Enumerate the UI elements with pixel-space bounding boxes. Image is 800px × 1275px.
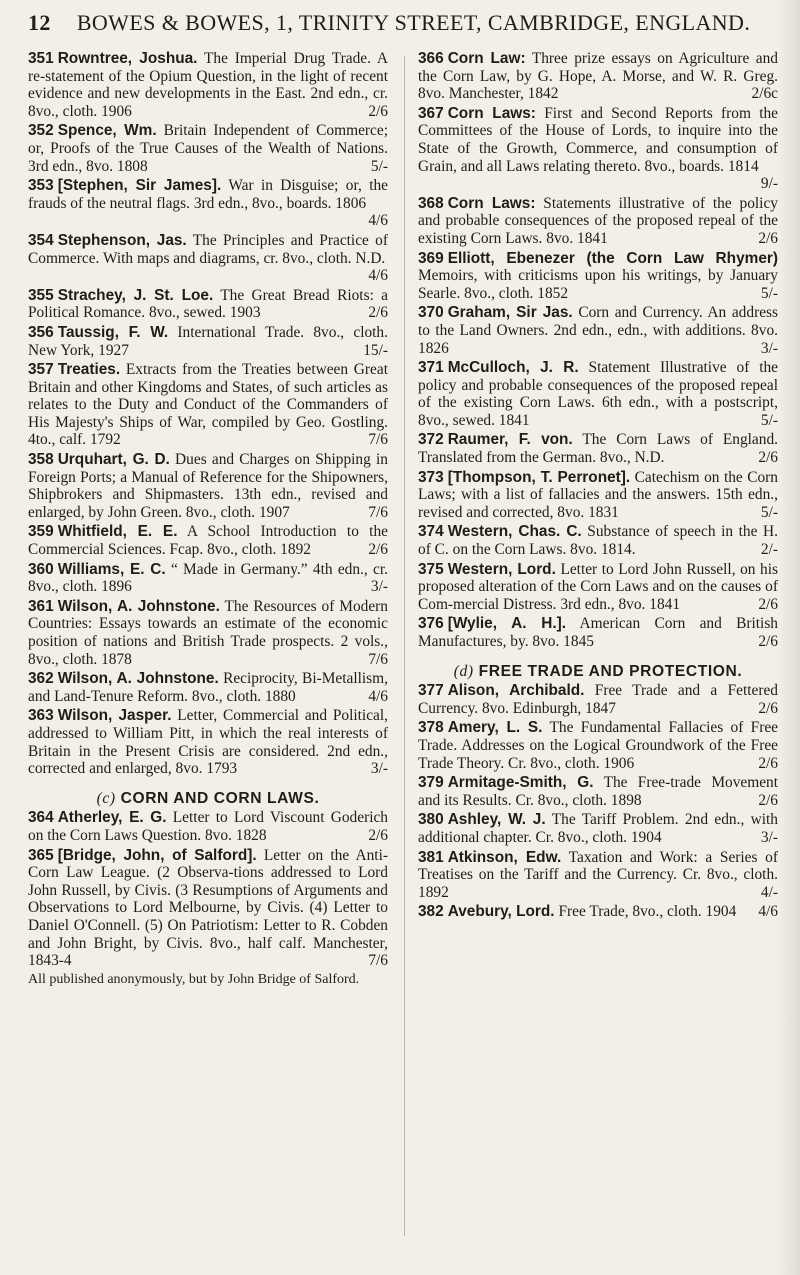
catalogue-entry [418, 50, 778, 103]
entry-author: [Bridge, John, of Salford]. [57, 846, 257, 864]
entry-author: Wilson, A. Johnstone. [57, 670, 219, 688]
left-entries-a [28, 50, 388, 778]
entry-number: 380 [418, 811, 444, 829]
entry-description: First and Second Reports from the Committees of the House of Lords, to inquire into the State of the Growth, Commerce, and consumption of Grain, and all Laws relating thereto. 8vo., boards. 1814 [418, 104, 779, 175]
entry-author: Whitfield, E. E. [57, 523, 178, 541]
entry-description: Letter to Lord John Russell, on his proposed alteration of the Corn Laws and on the causes of Com-mercial Distress. 3rd edn., 8vo. 1841 [418, 560, 779, 613]
entry-price: 2/6 [368, 102, 388, 120]
entry-description: Free Trade and a Fettered Currency. 8vo. Edinburgh, 1847 [418, 682, 778, 717]
section-heading-corn-laws [28, 790, 388, 808]
entry-price: 2/6 [368, 304, 388, 322]
entry-number: 378 [418, 719, 444, 737]
entry-description: The Imperial Drug Trade. A re-statement of the Opium Question, in the light of recent evidence and new developments in the East. 2nd edn., cr. 8vo., cloth. 1906 [28, 50, 388, 120]
catalogue-entry [418, 615, 778, 650]
entry-number: 355 [28, 286, 54, 304]
entry-author: Alison, Archibald. [447, 682, 585, 700]
catalogue-entry [418, 105, 778, 193]
entry-description: A School Introduction to the Commercial Sciences. Fcap. 8vo., cloth. 1892 [28, 523, 388, 559]
entry-author: Corn Laws: [447, 194, 536, 212]
entry-price: 3/- [760, 828, 778, 846]
entry-number: 354 [28, 231, 54, 249]
entry-author: Raumer, F. von. [447, 431, 573, 449]
section-letter: (c) [96, 789, 116, 807]
entry-price: 3/- [370, 578, 388, 596]
entry-author: Taussig, F. W. [57, 323, 169, 341]
entry-number: 363 [28, 707, 54, 725]
entry-number: 351 [28, 50, 54, 67]
entry-price: 2/6 [758, 449, 778, 467]
catalogue-entry [418, 561, 778, 614]
catalogue-entry [418, 250, 778, 303]
entry-number: 366 [418, 50, 444, 67]
entry-price: 2/- [760, 541, 778, 559]
column-divider [404, 56, 405, 1236]
catalogue-entry [28, 707, 388, 777]
catalogue-entry [28, 361, 388, 449]
section-heading-free-trade [418, 663, 778, 681]
entry-number: 382 [418, 903, 444, 921]
entry-price: 4/6 [758, 903, 778, 921]
entry-description: Statement Illustrative of the policy and probable consequences of the proposed repeal of the existing Corn Laws. 6th edn., with a postscript, 8vo., sewed. 1841 [418, 359, 778, 429]
entry-price: 7/6 [368, 952, 388, 970]
entry-author: Wilson, Jasper. [57, 707, 172, 725]
catalogue-entry [28, 598, 388, 668]
entry-description: Free Trade, 8vo., cloth. 1904 [558, 903, 737, 921]
catalogue-entry [418, 811, 778, 846]
catalogue-entry [28, 324, 388, 359]
entry-price: 7/6 [368, 650, 388, 668]
catalogue-entry [418, 849, 778, 902]
page-number: 12 [28, 10, 51, 35]
entry-author: Rowntree, Joshua. [57, 50, 198, 67]
entry-number: 370 [418, 304, 444, 322]
entry-number: 362 [28, 670, 54, 688]
section-title: CORN AND CORN LAWS. [120, 789, 320, 807]
entry-description: Britain Independent of Commerce; or, Proofs of the True Causes of the Wealth of Nations. 3rd edn., 8vo. 1808 [28, 122, 388, 175]
entry-description: The Fundamental Fallacies of Free Trade. Addresses on the Logical Groundwork of the Free Trade Theory. Cr. 8vo., cloth. 1906 [418, 719, 779, 772]
left-entries-b [28, 809, 388, 969]
entry-description: Letter on the Anti-Corn Law League. (2 Observa-tions addressed to Lord John Russell, by Civis. (3 Resumptions of Arguments and Observations to Lord Melbourne, by Civis. (4) Letter to Daniel O'Connell. (5) On Patriotism: Letter to R. Cobden and John Bright, by Civis. 8vo., half calf. Manchester, 1843-4 [28, 846, 388, 970]
entry-price: 3/- [370, 760, 388, 778]
entry-number: 352 [28, 122, 54, 140]
entry-price: 3/- [760, 339, 778, 357]
catalogue-entry [418, 903, 778, 921]
entry-description: Corn and Currency. An address to the Land Owners. 2nd edn., edn., with additions. 8vo. 1826 [418, 304, 779, 357]
entry-description: Substance of speech in the H. of C. on the Corn Laws. 8vo. 1814. [418, 523, 778, 559]
entry-description: Memoirs, with criticisms upon his writings, by January Searle. 8vo., cloth. 1852 [418, 267, 778, 302]
entry-description: Dues and Charges on Shipping in Foreign Ports; a Manual of Reference for the Shipowners, Shipbrokers and Shipmasters. 13th edn., revised and enlarged, by John Green. 8vo., cloth. 1907 [28, 451, 388, 521]
entry-price: 2/6 [368, 541, 388, 559]
catalogue-entry [28, 523, 388, 558]
entry-description: Catechism on the Corn Laws; with a list of fallacies and the answers. 15th edn., revised and corrected, 8vo. 1831 [418, 468, 778, 521]
entry-price: 2/6 [368, 826, 388, 844]
right-column [418, 50, 778, 923]
entry-price: 5/- [760, 411, 778, 429]
catalogue-entry [28, 232, 388, 285]
entry-number: 361 [28, 597, 54, 615]
right-entries-b [418, 682, 778, 921]
running-title: BOWES & BOWES, 1, TRINITY STREET, CAMBRIDGE, ENGLAND. [76, 10, 751, 35]
entry-author: [Wylie, A. H.]. [447, 615, 567, 633]
entry-author: McCulloch, J. R. [447, 359, 579, 377]
entry-description: International Trade. 8vo., cloth. New York, 1927 [28, 323, 388, 359]
catalogue-entry [418, 774, 778, 809]
catalogue-entry [28, 50, 388, 120]
entry-author: Western, Lord. [447, 560, 556, 578]
entry-price: 4/6 [368, 687, 388, 705]
running-header [28, 10, 788, 50]
entry-number: 360 [28, 560, 54, 578]
entry-description: Statements illustrative of the policy and probable consequences of the proposed repeal of the existing Corn Laws. 8vo. 1841 [418, 194, 778, 247]
catalogue-entry [28, 177, 388, 230]
entry-description: Letter, Commercial and Political, addressed to William Pitt, in which the real interests of Britain in the Present Crisis are considered. 2nd edn., corrected and enlarged, 8vo. 1793 [28, 707, 388, 778]
entry-author: Treaties. [57, 361, 121, 379]
entry-number: 377 [418, 682, 444, 700]
entry-description: War in Disguise; or, the frauds of the neutral flags. 3rd edn., 8vo., boards. 1806 [28, 177, 389, 212]
entry-author: Elliott, Ebenezer (the Corn Law Rhymer) [447, 249, 778, 267]
entry-price: 5/- [760, 284, 778, 302]
entry-description: Extracts from the Treaties between Great Britain and other Kingdoms and States, of such articles as relates to the Duty and Conduct of the Commanders of His Majesty's Ships of War, compiled by Geo. Gostling. 4to., calf. 1792 [28, 361, 388, 449]
entry-description: Reciprocity, Bi-Metallism, and Land-Tenure Reform. 8vo., cloth. 1880 [28, 670, 388, 705]
catalogue-entry [418, 304, 778, 357]
catalogue-entry [28, 847, 388, 970]
entry-description: The Tariff Problem. 2nd edn., with additional chapter. Cr. 8vo., cloth. 1904 [418, 811, 778, 846]
entry-number: 356 [28, 323, 54, 341]
entry-author: Stephenson, Jas. [57, 231, 187, 249]
section-title: FREE TRADE AND PROTECTION. [478, 662, 743, 680]
entry-price: 2/6 [758, 633, 778, 650]
entry-number: 372 [418, 431, 444, 449]
entry-price: 2/6 [758, 229, 778, 247]
entry-description: Three prize essays on Agriculture and the Corn Law, by G. Hope, A. Morse, and W. R. Greg. 8vo. Manchester, 1842 [418, 50, 778, 103]
entry-author: Atherley, E. G. [57, 809, 167, 827]
entry-author: Armitage-Smith, G. [447, 774, 594, 792]
entry-author: Western, Chas. C. [447, 523, 582, 541]
entry-price: 2/6 [758, 699, 778, 717]
entry-price: 4/- [760, 883, 778, 901]
entry-number: 364 [28, 809, 54, 827]
entry-author: Corn Laws: [447, 104, 536, 122]
entry-number: 371 [418, 359, 444, 377]
entry-price: 2/6 [758, 754, 778, 772]
section-letter: (d) [453, 662, 474, 680]
entry-description: The Corn Laws of England. Translated from the German. 8vo., N.D. [418, 431, 778, 467]
entry-author: Ashley, W. J. [447, 811, 546, 829]
entry-price: 2/6 [758, 595, 778, 613]
entry-author: Corn Law: [447, 50, 526, 67]
entry-number: 373 [418, 468, 444, 486]
entry-price: 7/6 [368, 503, 388, 521]
entry-author: [Thompson, T. Perronet]. [447, 468, 631, 486]
entry-author: Avebury, Lord. [447, 903, 555, 921]
entry-author: Williams, E. C. [57, 560, 166, 578]
left-column [28, 50, 388, 987]
entry-number: 359 [28, 523, 54, 541]
entry-number: 369 [418, 249, 444, 267]
catalogue-entry [418, 523, 778, 558]
entry-price: 2/6c [751, 85, 778, 103]
entry-author: Amery, L. S. [447, 719, 543, 737]
catalogue-entry [418, 719, 778, 772]
entry-price: 5/- [760, 503, 778, 521]
entry-price: 5/- [370, 157, 388, 175]
entry-price: 7/6 [368, 431, 388, 449]
entry-price: 2/6 [758, 791, 778, 809]
entry-description: Letter to Lord Viscount Goderich on the Corn Laws Question. 8vo. 1828 [28, 809, 388, 844]
entry-description: Taxation and Work: a Series of Treatises on the Tariff and the Currency. Cr. 8vo., cloth. 1892 [418, 848, 778, 901]
entry-number: 379 [418, 774, 444, 792]
entry-number: 367 [418, 104, 444, 122]
entry-number: 365 [28, 846, 54, 864]
entry-number: 357 [28, 361, 54, 379]
catalogue-entry [28, 287, 388, 322]
catalogue-entry [418, 431, 778, 466]
entry-number: 376 [418, 615, 444, 633]
entry-price: 4/6 [368, 212, 388, 230]
entry-author: Graham, Sir Jas. [447, 304, 573, 322]
catalogue-entry [28, 809, 388, 844]
catalogue-entry [418, 682, 778, 717]
entry-note: All published anonymously, but by John Bridge of Salford. [28, 971, 360, 987]
entry-description: “ Made in Germany.” 4th edn., cr. 8vo., cloth. 1896 [28, 560, 388, 596]
entry-number: 368 [418, 194, 444, 212]
entry-author: Urquhart, G. D. [57, 451, 170, 469]
entry-number: 381 [418, 848, 444, 866]
entry-number: 358 [28, 451, 54, 469]
catalogue-entry [418, 195, 778, 248]
entry-description: The Free-trade Movement and its Results. Cr. 8vo., cloth. 1898 [418, 774, 778, 809]
catalogue-entry [28, 122, 388, 175]
catalogue-entry [28, 451, 388, 521]
catalogue-entry [418, 359, 778, 429]
entry-author: Wilson, A. Johnstone. [57, 597, 220, 615]
entry-number: 374 [418, 523, 444, 541]
entry-description: The Great Bread Riots: a Political Romance. 8vo., sewed. 1903 [28, 286, 388, 322]
entry-number: 375 [418, 560, 444, 578]
catalogue-entry [28, 561, 388, 596]
page-edge-shadow [778, 0, 800, 1275]
catalogue-entry [28, 670, 388, 705]
entry-price: 4/6 [368, 267, 388, 285]
entry-author: Atkinson, Edw. [447, 848, 562, 866]
entry-description: American Corn and British Manufactures, by. 8vo. 1845 [418, 615, 779, 650]
entry-price: 9/- [760, 175, 778, 193]
entry-number: 353 [28, 177, 54, 195]
entry-author: Strachey, J. St. Loe. [57, 286, 214, 304]
catalogue-entry [418, 469, 778, 522]
right-entries-a [418, 50, 778, 651]
entry-description: The Principles and Practice of Commerce. With maps and diagrams, cr. 8vo., cloth. N.D. [28, 231, 388, 267]
entry-price: 15/- [363, 341, 388, 359]
entry-author: [Stephen, Sir James]. [57, 177, 222, 195]
entry-description: The Resources of Modern Countries: Essays towards an estimate of the economic position of nations and British Trade prospects. 2 vols., 8vo., cloth. 1878 [28, 597, 388, 668]
entry-author: Spence, Wm. [57, 122, 157, 140]
